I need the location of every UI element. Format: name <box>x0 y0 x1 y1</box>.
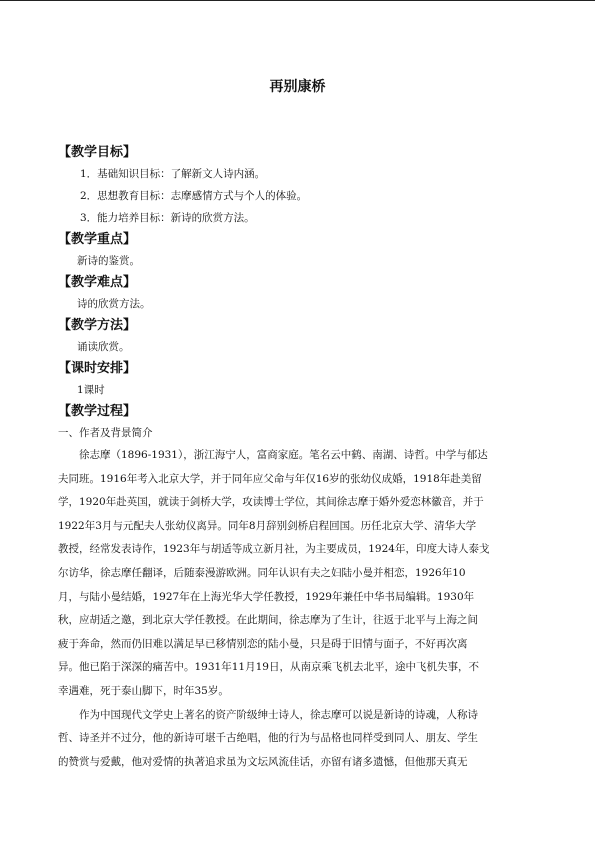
paragraph-line: 幸遇难，死于泰山脚下，时年35岁。 <box>58 684 229 697</box>
methods-text: 诵读欣赏。 <box>77 341 130 353</box>
paragraph-line: 秋，应胡适之邀，到北京大学任教授。在此期间，徐志摩为了生计，往返于北平与上海之间 <box>58 614 478 627</box>
paragraph-line: 徐志摩（1896-1931），浙江海宁人，富商家庭。笔名云中鹤、南湖、诗哲。中学与郁达 <box>79 449 488 461</box>
key-points-heading: 【教学重点】 <box>58 232 137 247</box>
goal-item-3: 3．能力培养目标：新诗的欣赏方法。 <box>80 212 255 224</box>
paragraph-line: 异。他已陷于深深的痛苦中。1931年11月19日，从南京乘飞机去北平，途中飞机失事，不 <box>58 661 479 674</box>
difficulties-text: 诗的欣赏方法。 <box>77 298 151 310</box>
paragraph-line: 哲、诗圣并不过分，他的新诗可堪千古绝唱，他的行为与品格也同样受到同人、朋友、学生 <box>58 732 478 745</box>
top-border-line <box>0 0 595 1</box>
goal-item-2: 2．思想教育目标：志摩感情方式与个人的体验。 <box>80 190 308 202</box>
key-points-text: 新诗的鉴赏。 <box>77 255 140 267</box>
schedule-text: 1课时 <box>77 384 105 396</box>
lesson-plan-body <box>58 142 540 774</box>
document-title: 再别康桥 <box>269 79 326 95</box>
methods-heading: 【教学方法】 <box>58 318 137 333</box>
paragraph-line: 教授，经常发表诗作，1923年与胡适等成立新月社，为主要成员，1924年，印度大诗人泰戈 <box>58 543 490 556</box>
paragraph-line: 1922年3月与元配夫人张幼仪离异。同年8月辞别剑桥启程回国。历任北京大学、清华大学 <box>58 519 477 532</box>
paragraph-line: 疲于奔命，然而仍旧难以满足早已移情别恋的陆小曼，只是碍于旧情与面子，不好再次离 <box>58 637 468 650</box>
process-heading: 【教学过程】 <box>58 404 137 419</box>
paragraph-line: 夫同班。1916年考入北京大学，并于同年应父命与年仅16岁的张幼仪成婚，1918年赴美留 <box>58 472 482 485</box>
paragraph-line: 月，与陆小曼结婚，1927年在上海光华大学任教授，1929年兼任中华书局编辑。1930年 <box>58 590 475 603</box>
goal-item-1: 1．基础知识目标：了解新文人诗内涵。 <box>80 168 266 180</box>
author-bio-paragraph <box>58 444 540 704</box>
schedule-heading: 【课时安排】 <box>58 361 137 376</box>
difficulties-heading: 【教学难点】 <box>58 275 137 290</box>
paragraph-line: 作为中国现代文学史上著名的资产阶级绅士诗人，徐志摩可以说是新诗的诗魂，人称诗 <box>79 708 478 721</box>
goals-heading: 【教学目标】 <box>58 145 137 160</box>
paragraph-line: 的赞赏与爱戴，他对爱情的执著追求虽为文坛风流佳话，亦留有诸多遗憾，但他那天真无 <box>58 755 468 768</box>
paragraph-line: 学，1920年赴英国，就读于剑桥大学，攻读博士学位，其间徐志摩于婚外爱恋林徽音，并于 <box>58 496 484 509</box>
section-author-background: 一、作者及背景简介 <box>58 427 153 439</box>
author-assessment-paragraph <box>58 704 540 775</box>
paragraph-line: 尔访华，徐志摩任翻译，后随泰漫游欧洲。同年认识有夫之妇陆小曼并相恋，1926年10 <box>58 566 466 579</box>
